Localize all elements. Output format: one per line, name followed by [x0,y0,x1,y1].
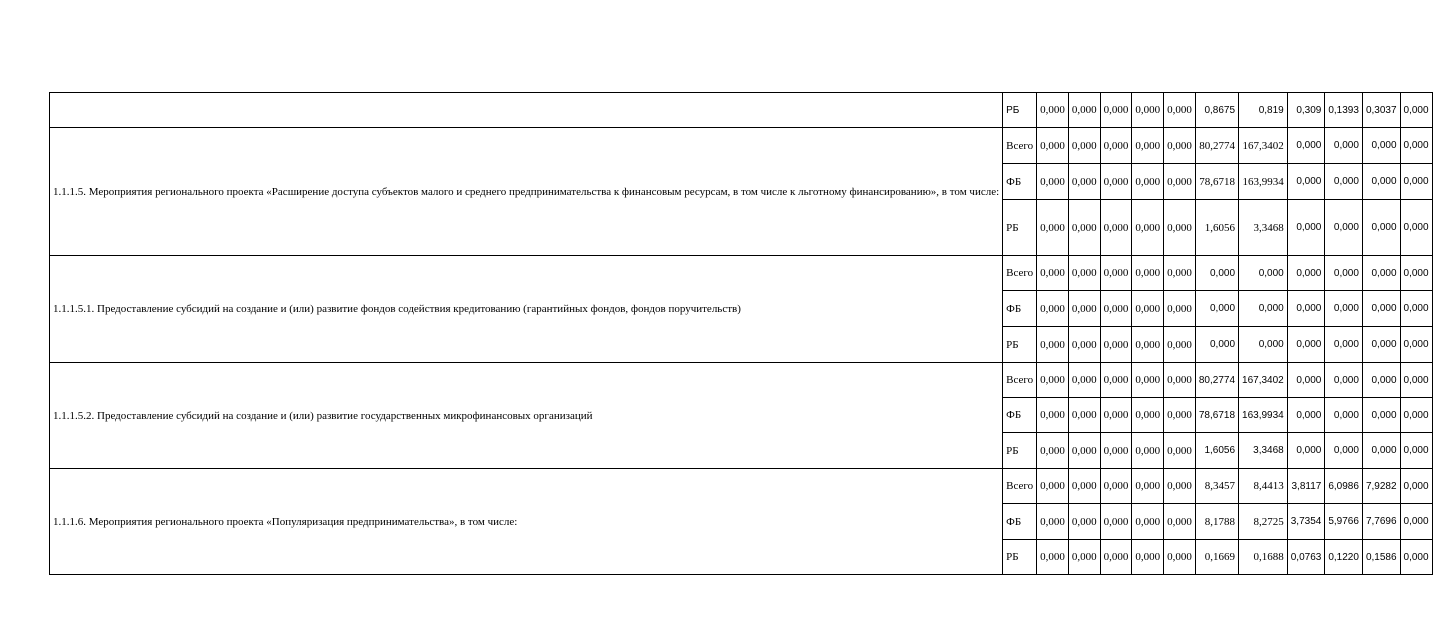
measure-name-cell: 1.1.1.5.1. Предоставление субсидий на создание и (или) развитие фондов содействия кредитованию (гарантийных фондов, фондов поручительств) [50,256,1003,363]
value-cell: 0,000 [1362,363,1400,398]
value-cell: 0,000 [1037,256,1069,291]
value-cell: 0,000 [1037,469,1069,504]
table-row [50,256,1433,291]
table-row [50,469,1433,504]
value-cell: 0,000 [1164,200,1196,256]
value-cell: 0,000 [1068,469,1100,504]
value-cell: 7,7696 [1362,504,1400,540]
value-cell: 0,8675 [1195,93,1238,128]
value-cell: 0,000 [1068,164,1100,200]
value-cell: 8,3457 [1195,469,1238,504]
value-cell: 0,000 [1362,200,1400,256]
value-cell: 0,000 [1239,327,1288,363]
value-cell: 0,000 [1100,164,1132,200]
value-cell: 7,9282 [1362,469,1400,504]
value-cell: 0,000 [1037,327,1069,363]
table-row [50,363,1433,398]
value-cell: 0,000 [1400,398,1432,433]
value-cell: 0,000 [1100,504,1132,540]
value-cell: 0,000 [1132,433,1164,469]
value-cell: 0,000 [1100,398,1132,433]
value-cell: 0,000 [1068,363,1100,398]
value-cell: 0,1669 [1195,540,1238,575]
value-cell: 0,1393 [1325,93,1363,128]
value-cell: 6,0986 [1325,469,1363,504]
value-cell: 0,000 [1132,363,1164,398]
value-cell: 0,000 [1100,200,1132,256]
funding-source-cell: Всего [1003,469,1037,504]
value-cell: 0,000 [1132,469,1164,504]
value-cell: 0,000 [1287,128,1325,164]
value-cell: 80,2774 [1195,363,1238,398]
value-cell: 0,000 [1068,540,1100,575]
value-cell: 0,000 [1164,256,1196,291]
value-cell: 8,1788 [1195,504,1238,540]
value-cell: 0,000 [1362,291,1400,327]
value-cell: 0,000 [1164,164,1196,200]
value-cell: 0,000 [1100,469,1132,504]
value-cell: 0,000 [1287,363,1325,398]
value-cell: 3,7354 [1287,504,1325,540]
measure-name-cell: 1.1.1.6. Мероприятия регионального проекта «Популяризация предпринимательства», в том числе: [50,469,1003,575]
value-cell: 0,000 [1325,291,1363,327]
funding-source-cell: РБ [1003,433,1037,469]
value-cell: 3,8117 [1287,469,1325,504]
value-cell: 78,6718 [1195,164,1238,200]
value-cell: 0,000 [1164,504,1196,540]
value-cell: 0,000 [1037,433,1069,469]
measure-name-cell [50,93,1003,128]
value-cell: 0,000 [1325,433,1363,469]
value-cell: 80,2774 [1195,128,1238,164]
value-cell: 0,000 [1068,200,1100,256]
value-cell: 0,000 [1132,291,1164,327]
value-cell: 0,000 [1132,398,1164,433]
value-cell: 0,000 [1037,504,1069,540]
value-cell: 0,000 [1068,291,1100,327]
measure-name-cell: 1.1.1.5.2. Предоставление субсидий на создание и (или) развитие государственных микрофинансовых организаций [50,363,1003,469]
value-cell: 0,000 [1400,128,1432,164]
value-cell: 0,1586 [1362,540,1400,575]
value-cell: 0,000 [1400,540,1432,575]
value-cell: 0,000 [1362,128,1400,164]
funding-source-cell: ФБ [1003,291,1037,327]
value-cell: 0,000 [1100,256,1132,291]
value-cell: 0,000 [1068,93,1100,128]
value-cell: 0,000 [1287,433,1325,469]
funding-source-cell: РБ [1003,540,1037,575]
value-cell: 0,000 [1068,327,1100,363]
value-cell: 0,000 [1132,256,1164,291]
value-cell: 0,000 [1132,504,1164,540]
value-cell: 0,000 [1068,256,1100,291]
value-cell: 0,000 [1132,93,1164,128]
value-cell: 0,000 [1132,128,1164,164]
budget-table [49,92,1433,575]
value-cell: 0,000 [1068,128,1100,164]
value-cell: 0,000 [1100,93,1132,128]
funding-source-cell: Всего [1003,256,1037,291]
value-cell: 0,000 [1068,504,1100,540]
value-cell: 0,0763 [1287,540,1325,575]
value-cell: 0,000 [1068,398,1100,433]
funding-source-cell: РБ [1003,200,1037,256]
value-cell: 0,000 [1400,363,1432,398]
value-cell: 0,000 [1400,327,1432,363]
value-cell: 1,6056 [1195,433,1238,469]
value-cell: 0,000 [1037,291,1069,327]
table-body [50,93,1433,575]
value-cell: 0,000 [1037,164,1069,200]
value-cell: 167,3402 [1239,128,1288,164]
value-cell: 0,000 [1164,128,1196,164]
value-cell: 0,000 [1362,256,1400,291]
value-cell: 0,000 [1362,433,1400,469]
value-cell: 0,000 [1132,540,1164,575]
value-cell: 0,000 [1287,398,1325,433]
value-cell: 0,3037 [1362,93,1400,128]
value-cell: 0,000 [1195,291,1238,327]
value-cell: 0,000 [1239,256,1288,291]
value-cell: 0,000 [1400,93,1432,128]
value-cell: 0,000 [1287,327,1325,363]
value-cell: 0,000 [1325,128,1363,164]
value-cell: 0,000 [1325,256,1363,291]
value-cell: 0,000 [1164,327,1196,363]
value-cell: 0,000 [1164,469,1196,504]
value-cell: 167,3402 [1239,363,1288,398]
value-cell: 0,1688 [1239,540,1288,575]
value-cell: 0,309 [1287,93,1325,128]
value-cell: 0,000 [1164,433,1196,469]
value-cell: 0,000 [1037,363,1069,398]
value-cell: 0,000 [1325,363,1363,398]
value-cell: 0,000 [1400,256,1432,291]
value-cell: 0,000 [1362,164,1400,200]
value-cell: 163,9934 [1239,398,1288,433]
value-cell: 0,1220 [1325,540,1363,575]
value-cell: 3,3468 [1239,433,1288,469]
value-cell: 0,000 [1400,164,1432,200]
value-cell: 0,000 [1068,433,1100,469]
value-cell: 0,000 [1132,164,1164,200]
funding-source-cell: ФБ [1003,164,1037,200]
value-cell: 0,000 [1400,200,1432,256]
value-cell: 0,000 [1037,540,1069,575]
funding-source-cell: Всего [1003,363,1037,398]
value-cell: 0,000 [1325,398,1363,433]
value-cell: 0,000 [1132,327,1164,363]
value-cell: 0,000 [1100,291,1132,327]
value-cell: 0,000 [1195,327,1238,363]
value-cell: 3,3468 [1239,200,1288,256]
table-row [50,93,1433,128]
value-cell: 0,000 [1100,128,1132,164]
value-cell: 0,000 [1164,363,1196,398]
value-cell: 0,000 [1325,164,1363,200]
value-cell: 0,000 [1037,398,1069,433]
value-cell: 0,000 [1400,504,1432,540]
value-cell: 0,000 [1325,327,1363,363]
value-cell: 0,000 [1362,398,1400,433]
value-cell: 1,6056 [1195,200,1238,256]
funding-source-cell: ФБ [1003,398,1037,433]
value-cell: 0,000 [1037,128,1069,164]
value-cell: 0,000 [1287,200,1325,256]
value-cell: 0,000 [1325,200,1363,256]
value-cell: 0,000 [1195,256,1238,291]
value-cell: 163,9934 [1239,164,1288,200]
value-cell: 0,000 [1037,93,1069,128]
value-cell: 0,000 [1164,291,1196,327]
value-cell: 0,000 [1400,469,1432,504]
value-cell: 0,000 [1164,93,1196,128]
measure-name-cell: 1.1.1.5. Мероприятия регионального проекта «Расширение доступа субъектов малого и среднего предпринимательства к финансовым ресурсам, в том числе к льготному финансированию», в том числе: [50,128,1003,256]
value-cell: 0,000 [1100,540,1132,575]
value-cell: 0,000 [1100,433,1132,469]
value-cell: 0,000 [1132,200,1164,256]
table-row [50,128,1433,164]
funding-source-cell: ФБ [1003,504,1037,540]
funding-source-cell: РБ [1003,93,1037,128]
funding-source-cell: РБ [1003,327,1037,363]
value-cell: 0,000 [1037,200,1069,256]
value-cell: 0,000 [1100,363,1132,398]
value-cell: 78,6718 [1195,398,1238,433]
value-cell: 0,000 [1164,398,1196,433]
value-cell: 0,000 [1400,291,1432,327]
value-cell: 0,000 [1164,540,1196,575]
value-cell: 0,000 [1287,256,1325,291]
value-cell: 8,2725 [1239,504,1288,540]
value-cell: 0,000 [1100,327,1132,363]
value-cell: 0,000 [1239,291,1288,327]
value-cell: 5,9766 [1325,504,1363,540]
value-cell: 0,000 [1400,433,1432,469]
value-cell: 8,4413 [1239,469,1288,504]
value-cell: 0,819 [1239,93,1288,128]
value-cell: 0,000 [1287,291,1325,327]
value-cell: 0,000 [1287,164,1325,200]
funding-source-cell: Всего [1003,128,1037,164]
value-cell: 0,000 [1362,327,1400,363]
